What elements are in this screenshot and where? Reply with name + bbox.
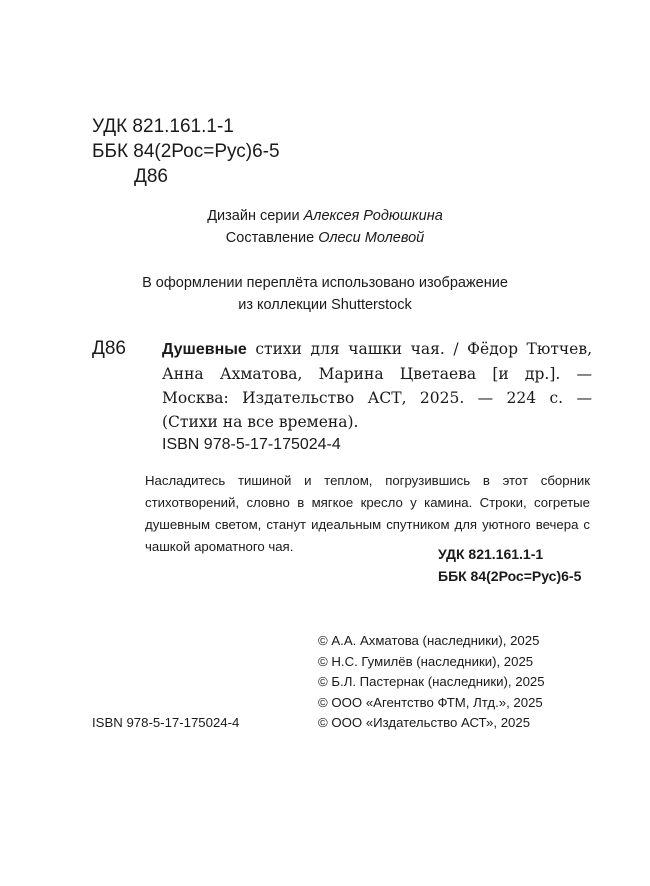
annotation-text: Насладитесь тишиной и теплом, погрузившись в этот сборник стихотворений, словно в мягкое кресло у камина. Строки, согретые душевным светом, станут идеальным спутником для уютного вечера с чашкой ароматного чая. — [145, 473, 590, 554]
annotation-codes — [438, 543, 581, 587]
compiler: Олеси Молевой — [318, 230, 425, 246]
series-designer: Алексея Родюшкина — [303, 208, 443, 224]
isbn-main: ISBN 978-5-17-175024-4 — [162, 436, 341, 453]
book-title: Душевные — [162, 341, 247, 358]
copyright-line: © Б.Л. Пастернак (наследники), 2025 — [318, 674, 545, 689]
cover-note-line-2: из коллекции Shutterstock — [238, 297, 412, 313]
copyright-line: © Н.С. Гумилёв (наследники), 2025 — [318, 653, 534, 669]
biblio-author-mark: Д86 — [92, 338, 127, 359]
annotation-udk: УДК 821.161.1-1 — [438, 546, 544, 562]
isbn-bottom: ISBN 978-5-17-175024-4 — [92, 715, 240, 730]
series-design-credit — [0, 205, 650, 227]
author-mark: Д86 — [134, 166, 169, 187]
compilation-label: Составление — [225, 230, 315, 246]
copyright-line: © А.А. Ахматова (наследники), 2025 — [318, 633, 540, 648]
series-design-label: Дизайн серии — [207, 208, 300, 224]
cover-note-line-1: В оформлении переплёта использовано изображение — [142, 275, 508, 291]
bibliographic-description: стихи для чашки чая. / Фёдор Тютчев, Анна Ахматова, Марина Цветаева [и др.]. — Москва: Издательство АСТ, 2025. — 224 с. — (Стихи на все времена). — [162, 340, 592, 431]
bibliographic-record — [162, 337, 592, 434]
annotation-bbk: ББК 84(2Рос=Рус)6-5 — [438, 568, 582, 584]
compilation-credit — [0, 227, 650, 249]
credits — [0, 205, 650, 249]
bbk-code: ББК 84(2Рос=Рус)6-5 — [92, 141, 280, 162]
copyright-line: © ООО «Издательство АСТ», 2025 — [318, 715, 531, 730]
copyright-list — [318, 631, 545, 734]
cover-image-note — [0, 272, 650, 316]
udk-code: УДК 821.161.1-1 — [92, 116, 234, 137]
copyright-line: © ООО «Агентство ФТМ, Лтд.», 2025 — [318, 694, 543, 710]
classification-codes — [92, 114, 280, 189]
